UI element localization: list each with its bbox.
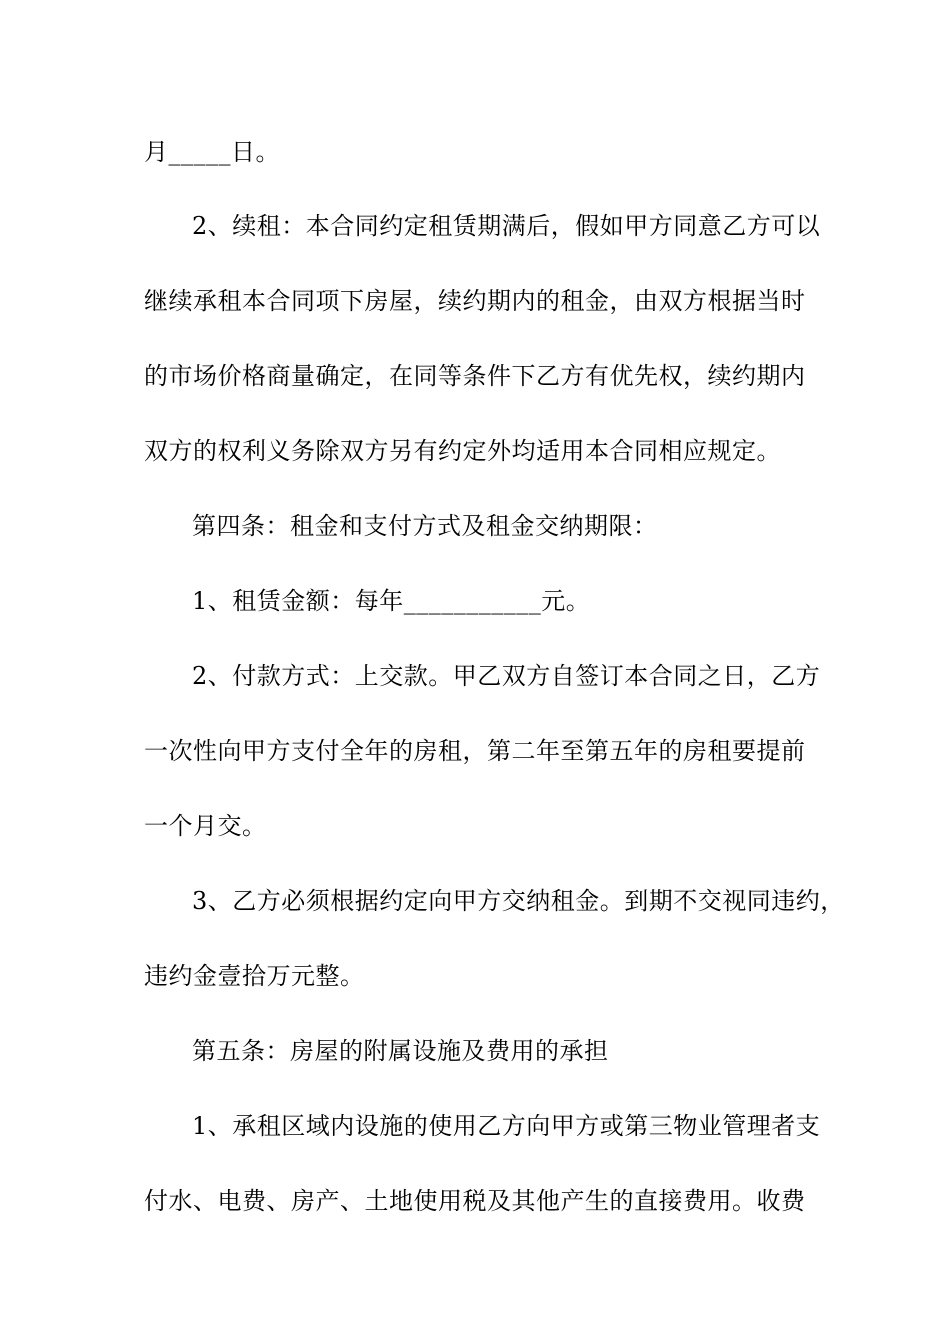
text-line: 付水、电费、房产、土地使用税及其他产生的直接费用。收费	[144, 1187, 806, 1215]
section-heading: 第四条：租金和支付方式及租金交纳期限：	[192, 512, 658, 540]
text-line: 一个月交。	[144, 812, 267, 840]
text-line: 3、乙方必须根据约定向甲方交纳租金。到期不交视同违约，	[192, 887, 845, 915]
text-line: 违约金壹拾万元整。	[144, 962, 365, 990]
text-line: 一次性向甲方支付全年的房租，第二年至第五年的房租要提前	[144, 737, 806, 765]
text-line: 1、承租区域内设施的使用乙方向甲方或第三物业管理者支	[192, 1112, 821, 1140]
text-line: 继续承租本合同项下房屋，续约期内的租金，由双方根据当时	[144, 287, 806, 315]
text-line: 2、付款方式：上交款。甲乙双方自签订本合同之日，乙方	[192, 662, 821, 690]
text-line: 2、续租：本合同约定租赁期满后，假如甲方同意乙方可以	[192, 212, 821, 240]
section-heading: 第五条：房屋的附属设施及费用的承担	[192, 1037, 609, 1065]
text-line: 双方的权利义务除双方另有约定外均适用本合同相应规定。	[144, 437, 781, 465]
text-line: 1、租赁金额：每年___________元。	[192, 587, 591, 615]
text-line: 的市场价格商量确定，在同等条件下乙方有优先权，续约期内	[144, 362, 806, 390]
text-line: 月_____日。	[144, 138, 280, 166]
